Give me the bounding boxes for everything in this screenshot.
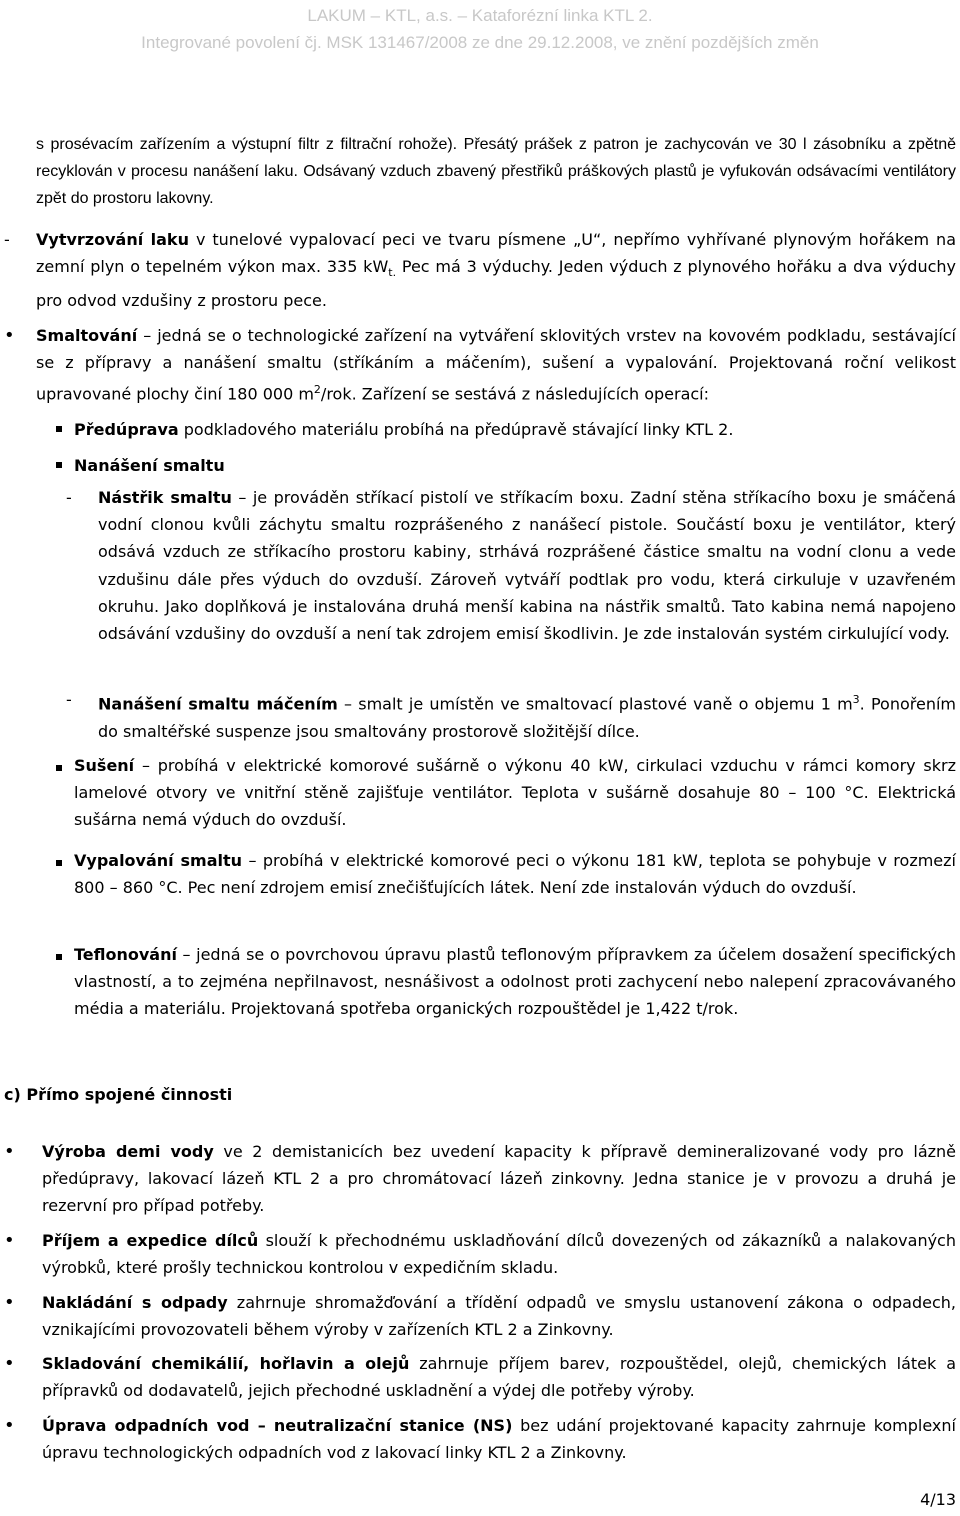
odpady-item: [42, 1289, 956, 1343]
chemikalie-text: zahrnuje příjem barev, rozpouštědel, olejů, chemických látek a přípravků od dodavatelů, jejich přechodné uskladnění a výdej dle potřeby výroby.: [42, 1354, 957, 1401]
macenim-superscript: 3: [852, 693, 860, 706]
preduprava-text: podkladového materiálu probíhá na předúpravě stávající linky KTL 2.: [178, 420, 734, 439]
section-c-heading: [4, 1081, 904, 1108]
intro-paragraph: [36, 131, 956, 213]
vytvrzovani-subscript: t.: [388, 266, 397, 280]
prijem-text: slouží k přechodnému uskladňování dílců dovezených od zákazníků a nalakovaných výrobků, které prošly technickou kontrolou v expedičním skladu.: [42, 1231, 956, 1278]
square-bullet-icon: [56, 860, 62, 866]
square-bullet-icon: [56, 426, 62, 432]
prijem-title: Příjem a expedice dílců: [42, 1231, 259, 1250]
smaltovani-title: Smaltování: [36, 326, 138, 345]
prijem-item: [42, 1227, 956, 1281]
header-line-2: Integrované povolení čj. MSK 131467/2008 ze dne 29.12.2008, ve znění pozdějších změn: [141, 33, 819, 52]
smaltovani-superscript: 2: [313, 383, 321, 397]
teflonovani-text: – jedná se o povrchovou úpravu plastů teflonovým přípravkem za účelem dosažení specifických vlastností, a to zejména nepřilnavost, nesnášivost a odolnost proti zachycení nebo nalepení zpracovávaného média a materiálu. Projektovaná spotřeba organických rozpouštědel je 1,422 t/rok.: [74, 945, 956, 1019]
uprava-text: bez udání projektované kapacity zahrnuje komplexní úpravu technologických odpadních vod z lakovací linky KTL 2 a Zinkovny.: [42, 1416, 956, 1463]
chemikalie-item: [42, 1350, 956, 1404]
dash-marker: -: [4, 230, 10, 249]
smaltovani-item: [36, 322, 956, 408]
suseni-text: – probíhá v elektrické komorové sušárně o výkonu 40 kW, cirkulaci vzduchu v rámci komory skrz lamelové otvory ve vnitřní stěně zajišťuje ventilátor. Teplota v sušárně dosahuje 80 – 100 °C. Elektrická sušárna nemá výduch do ovzduší.: [74, 756, 956, 830]
uprava-item: [42, 1412, 956, 1466]
preduprava-title: Předúprava: [74, 420, 179, 439]
nastrik-item: [98, 484, 956, 647]
odpady-title: Nakládání s odpady: [42, 1293, 228, 1312]
vypalovani-text: – probíhá v elektrické komorové peci o výkonu 181 kW, teplota se pohybuje v rozmezí 800 – 860 °C. Pec není zdrojem emisí znečišťujících látek. Není zde instalován výduch do ovzduší.: [74, 851, 956, 898]
suseni-item: [74, 752, 956, 834]
macenim-title: Nanášení smaltu máčením: [98, 694, 338, 714]
nastrik-title: Nástřik smaltu: [98, 488, 232, 507]
dash-marker: -: [66, 488, 72, 507]
square-bullet-icon: [56, 954, 62, 960]
page-header: [0, 0, 960, 70]
vytvrzovani-text-2: Pec má 3 výduchy. Jeden výduch z plynového hořáku a dva výduchy pro odvod vzdušiny z prostoru pece.: [36, 257, 956, 310]
macenim-item: [98, 686, 956, 745]
bullet-marker: •: [4, 1415, 15, 1436]
dash-marker: -: [66, 690, 72, 709]
square-bullet-icon: [56, 765, 62, 771]
vytvrzovani-title: Vytvrzování laku: [36, 230, 189, 249]
smaltovani-text-1: – jedná se o technologické zařízení na vytváření sklovitých vrstev na kovovém podkladu, sestávající se z přípravy a nanášení smaltu (stříkáním a máčením), sušení a vypalování. Projektovaná roční velikost upravované plochy činí 180 000 m: [36, 326, 956, 404]
vytvrzovani-text-1: v tunelové vypalovací peci ve tvaru písmene „U“, nepřímo vyhřívané plynovým hořákem na zemní plyn o tepelném výkon max. 335 kW: [36, 230, 957, 277]
demi-title: Výroba demi vody: [42, 1142, 214, 1161]
header-line-1: LAKUM – KTL, a.s. – Kataforézní linka KTL 2.: [307, 6, 653, 25]
macenim-text-1: – smalt je umístěn ve smaltovací plastové vaně o objemu 1 m: [337, 694, 853, 714]
nanaseni-heading: [74, 452, 954, 479]
nastrik-text: – je prováděn stříkací pistolí ve stříkacím boxu. Zadní stěna stříkacího boxu je smáčená vodní clonou kvůli záchytu smaltu rozprášeného z nanášecí pistole. Součástí boxu je ventilátor, který odsává vzduch ze stříkacího prostoru kabiny, strhává rozprášené částice smaltu na vodní clonu a vede vzdušinu dále přes výduch do ovzduší. Zároveň vytváří podtlak pro vodu, která cirkuluje v uzavřeném okruhu. Jako doplňková je instalována druhá menší kabina na nástřik smaltů. Tato kabina nemá napojeno odsávání vzdušiny do ovzduší a není tak zdrojem emisí škodlivin. Je zde instalován systém cirkulující vody.: [98, 488, 956, 644]
bullet-marker: •: [4, 1141, 15, 1162]
odpady-text: zahrnuje shromažďování a třídění odpadů ve smyslu ustanovení zákona o odpadech, vznikajícími provozovateli během výroby v zařízeních KTL 2 a Zinkovny.: [42, 1293, 956, 1340]
vypalovani-item: [74, 847, 956, 901]
nanaseni-title: Nanášení smaltu: [74, 456, 225, 475]
teflonovani-title: Teflonování: [74, 945, 177, 964]
macenim-text-2: . Ponořením do smaltéřské suspenze jsou smaltovány prostorově složitější dílce.: [98, 694, 956, 741]
bullet-marker: •: [4, 1353, 15, 1374]
demi-text: ve 2 demistanicích bez uvedení kapacity k přípravě demineralizované vody pro lázně předúpravy, lakovací lázeň KTL 2 a pro chromátovací lázeň zinkovny. Jedna stanice je v provozu a druhá je rezervní pro případ potřeby.: [42, 1142, 957, 1216]
square-bullet-icon: [56, 462, 62, 468]
preduprava-item: [74, 416, 954, 443]
suseni-title: Sušení: [74, 756, 135, 775]
intro-text: s prosévacím zařízením a výstupní filtr z filtrační rohože). Přesátý prášek z patron je zachycován ve 30 l zásobníku a zpětně recyklován v procesu nanášení laku. Odsávaný vzduch zbavený přestřiků práškových plastů je vyfukován odsávacími ventilátory zpět do prostoru lakovny.: [36, 136, 956, 208]
section-c-title: c) Přímo spojené činnosti: [4, 1085, 233, 1104]
chemikalie-title: Skladování chemikálií, hořlavin a olejů: [42, 1354, 410, 1373]
bullet-marker: •: [4, 1230, 15, 1251]
uprava-title: Úprava odpadních vod – neutralizační stanice (NS): [42, 1416, 513, 1435]
vytvrzovani-item: [36, 226, 956, 314]
demi-item: [42, 1138, 956, 1220]
bullet-marker: •: [4, 325, 15, 346]
smaltovani-text-2: /rok. Zařízení se sestává z následujících operací:: [320, 384, 709, 404]
bullet-marker: •: [4, 1292, 15, 1313]
page-number: 4/13: [920, 1490, 956, 1509]
teflonovani-item: [74, 941, 956, 1023]
vypalovani-title: Vypalování smaltu: [74, 851, 243, 870]
